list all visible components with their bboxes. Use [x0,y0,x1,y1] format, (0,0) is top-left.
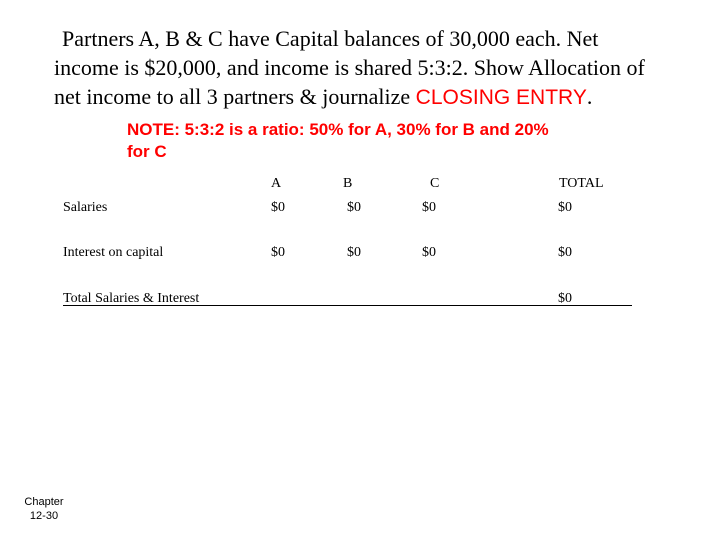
problem-line-2: income is $20,000, and income is shared 5:3:2. Show Allocation of [54,55,645,80]
interest-b: $0 [347,245,361,260]
salaries-c: $0 [422,200,436,215]
column-header-c: C [430,176,440,191]
row-label-salaries: Salaries [63,200,108,215]
total-underline [63,305,632,306]
row-label-interest: Interest on capital [63,245,164,260]
interest-c: $0 [422,245,436,260]
interest-total: $0 [558,245,572,260]
chapter-label [18,495,70,523]
problem-line-3-period: . [586,84,593,109]
ratio-note-line-1: NOTE: 5:3:2 is a ratio: 50% for A, 30% for B and 20% [127,120,549,139]
column-header-total: TOTAL [559,176,604,191]
column-header-a: A [271,176,282,191]
problem-line-3-text: net income to all 3 partners & journalize [54,84,416,109]
problem-line-3 [54,82,714,112]
interest-a: $0 [271,245,285,260]
chapter-label-line-2: 12-30 [29,510,59,522]
problem-statement [54,24,714,112]
salaries-total: $0 [558,200,572,215]
problem-line-1: Partners A, B & C have Capital balances of 30,000 each. Net [62,26,599,51]
ratio-note-line-2: for C [127,142,167,161]
ratio-note [127,119,647,163]
salaries-b: $0 [347,200,361,215]
closing-entry-highlight: CLOSING ENTRY [415,86,587,109]
column-header-b: B [343,176,353,191]
grand-total: $0 [558,291,572,306]
row-label-total: Total Salaries & Interest [63,291,200,306]
chapter-label-line-1: Chapter [24,496,64,508]
salaries-a: $0 [271,200,285,215]
